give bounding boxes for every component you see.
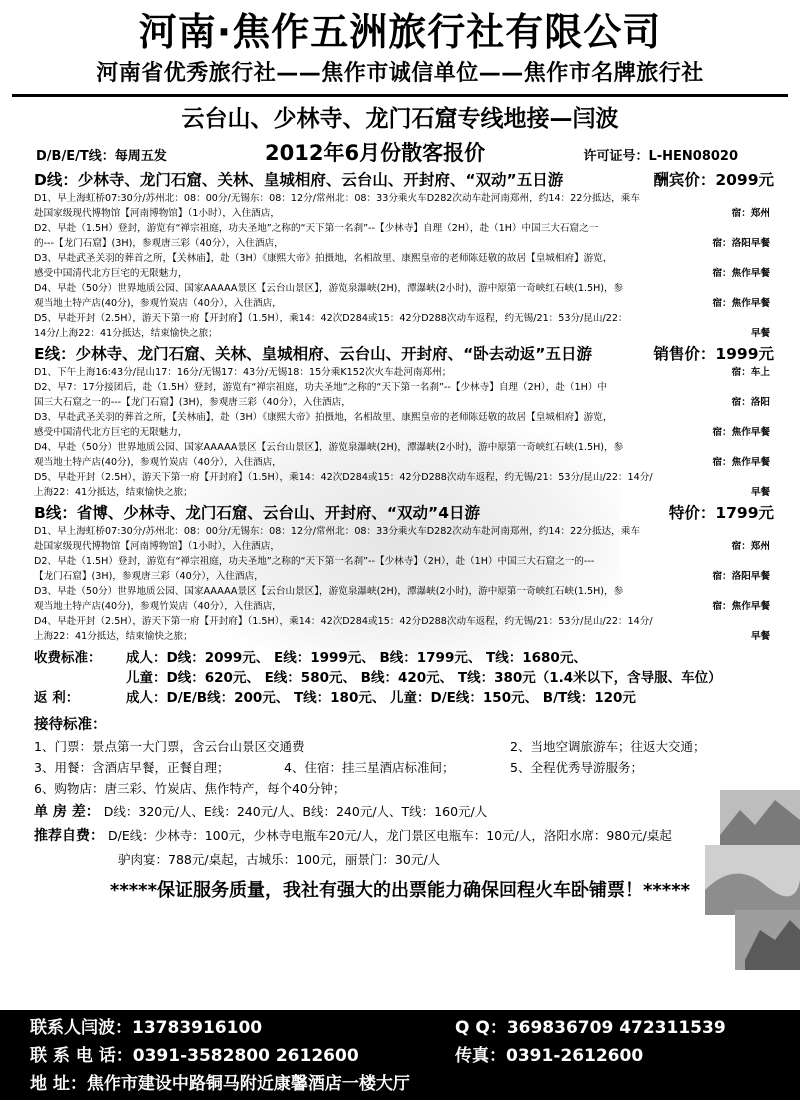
itinerary-line [0, 191, 800, 206]
itinerary-line [0, 470, 800, 485]
itinerary-line [0, 629, 800, 644]
itinerary-text: D3、早赴武圣关羽的葬首之所，【关林庙】，赴（3H）《康熙大帝》拍摄地，名相故里、康熙皇帝的老师陈廷敬的故居【皇城相府】游览， [34, 253, 613, 264]
itinerary-line [0, 266, 800, 281]
license-number: 许可证号：L-HEN08020 [583, 149, 738, 164]
standard-item: 4、住宿：挂三星酒店标准间； [284, 760, 455, 775]
itinerary-text: D4、早赴（50分）世界地质公园、国家AAAAA景区【云台山景区】，游览泉瀑峡(2H)，潭瀑峡(2小时)，游中原第一奇峡红石峡(1.5H)，参 [34, 283, 624, 294]
footer-row-2 [30, 1043, 644, 1069]
itinerary-text: 感受中国清代北方巨宅的无限魅力， [34, 427, 188, 438]
stay-note: 宿：郑州 [731, 541, 770, 552]
stay-note: 早餐 [750, 631, 770, 642]
stay-note: 宿：洛阳早餐 [712, 571, 770, 582]
fee-child: 儿童：D线：620元、 E线：580元、 B线：420元、 T线：380元（1.4米以下，含导服、车位） [126, 670, 722, 686]
itinerary-line [0, 440, 800, 455]
itinerary-line [0, 425, 800, 440]
itinerary-line [0, 554, 800, 569]
itinerary-line [0, 455, 800, 470]
itinerary-text: 观当地土特产店(40分)，参观竹炭店（40分），入住酒店， [34, 298, 282, 309]
route-price: 酬宾价：2099元 [653, 171, 774, 189]
single-room-label: 单 房 差： [34, 804, 100, 820]
header-divider [12, 94, 788, 97]
rebate-text: 成人：D/E/B线：200元、 T线：180元、 儿童：D/E线：150元、 B/T线：120元 [126, 690, 636, 706]
self-pay-line1: D/E线：少林寺：100元，少林寺电瓶车20元/人，龙门景区电瓶车：10元/人，洛阳水席：980元/桌起 [107, 828, 672, 843]
stay-note: 宿：焦作早餐 [712, 427, 770, 438]
itinerary-text: 上海22：41分抵达，结束愉快之旅； [34, 631, 193, 642]
self-pay-row-2 [0, 849, 800, 870]
departure-info: D/B/E/T线：每周五发 [36, 149, 167, 164]
price-header [0, 135, 800, 167]
rebate-row [34, 688, 776, 708]
itinerary-text: 赴国家级现代博物馆【河南博物馆】（1小时），入住酒店， [34, 208, 280, 219]
stay-note: 宿：洛阳早餐 [712, 238, 770, 249]
itinerary-line [0, 326, 800, 341]
itinerary-line [0, 614, 800, 629]
itinerary-line [0, 311, 800, 326]
single-room-text: D线：320元/人、E线：240元/人、B线：240元/人、T线：160元/人 [103, 804, 488, 819]
itinerary-text: 观当地土特产店(40分)，参观竹炭店（40分），入住酒店， [34, 601, 282, 612]
standards-title: 接待标准： [34, 717, 107, 733]
route-e [0, 343, 800, 500]
itinerary-text: 感受中国清代北方巨宅的无限魅力， [34, 268, 188, 279]
self-pay-label: 推荐自费： [34, 828, 104, 844]
footer-row-3 [30, 1071, 410, 1097]
itinerary-line [0, 539, 800, 554]
itinerary-text: D1、早上海虹桥07:30分/苏州北：08：00分/无锡东：08：12分/常州北：08：33分乘火车D282次动车赴河南郑州，约14：22分抵达，乘车 [34, 193, 640, 204]
stay-note: 早餐 [750, 487, 770, 498]
itinerary-text: D1、下午上海16:43分/昆山17：16分/无锡17：43分/无锡18：15分乘K152次火车赴河南郑州； [34, 367, 452, 378]
fax-number: 传真：0391-2612600 [455, 1046, 644, 1066]
itinerary-text: D4、早赴（50分）世界地质公园、国家AAAAA景区【云台山景区】，游览泉瀑峡(2H)，潭瀑峡(2小时)，游中原第一奇峡红石峡(1.5H)，参 [34, 442, 624, 453]
contact-person: 联系人闫波：13783916100 [30, 1018, 263, 1038]
fee-adult: 成人：D线：2099元、 E线：1999元、 B线：1799元、 T线：1680元、 [126, 650, 587, 666]
itinerary-text: 的---【龙门石窟】(3H)，参观唐三彩（40分），入住酒店， [34, 238, 284, 249]
stay-note: 宿：焦作早餐 [712, 298, 770, 309]
qq-numbers: Q Q：369836709 472311539 [455, 1018, 726, 1038]
itinerary-line [0, 236, 800, 251]
itinerary-line [0, 251, 800, 266]
itinerary-text: D2、早7：17分接团后，赴（1.5H）登封，游览有“禅宗祖庭，功夫圣地”之称的“天下第一名刹”--【少林寺】自理（2H），赴（1H）中 [34, 382, 608, 393]
stay-note: 宿：焦作早餐 [712, 457, 770, 468]
itinerary-line [0, 569, 800, 584]
fee-child-row [34, 668, 776, 688]
standard-item: 5、全程优秀导游服务； [510, 760, 643, 775]
self-pay-line2: 驴肉宴：788元/桌起，古城乐：100元，丽景门：30元/人 [118, 852, 441, 867]
single-room-row [0, 801, 800, 823]
stay-note: 宿：焦作早餐 [712, 601, 770, 612]
special-line-heading: 云台山、少林寺、龙门石窟专线地接—闫波 [181, 106, 619, 132]
itinerary-line [0, 221, 800, 236]
route-price: 特价：1799元 [668, 504, 774, 522]
itinerary-line [0, 281, 800, 296]
service-slogan: *****保证服务质量，我社有强大的出票能力确保回程火车卧铺票！***** [109, 880, 691, 901]
standard-item: 6、购物店：唐三彩、竹炭店、焦作特产，每个40分钟； [34, 781, 346, 796]
itinerary-line [0, 380, 800, 395]
fee-section [0, 648, 800, 708]
stay-note: 宿：焦作早餐 [712, 268, 770, 279]
route-title: E线：少林寺、龙门石窟、关林、皇城相府、云台山、开封府、“卧去动返”五日游 [34, 345, 592, 363]
itinerary-text: 国三大石窟之一的---【龙门石窟】(3H)，参观唐三彩（40分），入住酒店， [34, 397, 351, 408]
itinerary-line [0, 365, 800, 380]
route-b [0, 502, 800, 644]
itinerary-text: D2、早赴（1.5H）登封，游览有“禅宗祖庭，功夫圣地”之称的“天下第一名刹”--【少林寺】自理（2H），赴（1H）中国三大石窟之一 [34, 223, 599, 234]
itinerary-text: D3、早赴武圣关羽的葬首之所，【关林庙】，赴（3H）《康熙大帝》拍摄地，名相故里、康熙皇帝的老师陈廷敬的故居【皇城相府】游览， [34, 412, 613, 423]
route-header [0, 169, 800, 191]
itinerary-line [0, 524, 800, 539]
itinerary-text: 上海22：41分抵达，结束愉快之旅； [34, 487, 193, 498]
route-title: D线：少林寺、龙门石窟、关林、皇城相府、云台山、开封府、“双动”五日游 [34, 171, 564, 189]
route-d [0, 169, 800, 341]
itinerary-text: 赴国家级现代博物馆【河南博物馆】（1小时），入住酒店， [34, 541, 280, 552]
itinerary-text: 【龙门石窟】(3H)，参观唐三彩（40分），入住酒店， [34, 571, 264, 582]
fee-adult-row [34, 648, 776, 668]
itinerary-text: D4、早赴开封（2.5H），游天下第一府【开封府】（1.5H），乘14：42次D284或15：42分D288次动车返程，约无锡/21：53分/昆山/22：14分/ [34, 616, 653, 627]
itinerary-text: D3、早赴（50分）世界地质公园、国家AAAAA景区【云台山景区】，游览泉瀑峡(2H)，潭瀑峡(2小时)，游中原第一奇峡红石峡(1.5H)，参 [34, 586, 624, 597]
standards-list [0, 736, 800, 799]
stay-note: 宿：郑州 [731, 208, 770, 219]
itinerary-line [0, 206, 800, 221]
standard-item: 2、当地空调旅游车；往返大交通； [510, 739, 706, 754]
rebate-label: 返 利： [34, 690, 80, 706]
fee-label: 收费标准： [34, 650, 102, 666]
itinerary-text: D1、早上海虹桥07:30分/苏州北：08：00分/无锡东：08：12分/常州北：08：33分乘火车D282次动车赴河南郑州，约14：22分抵达，乘车 [34, 526, 640, 537]
itinerary-text: D2、早赴（1.5H）登封，游览有“禅宗祖庭，功夫圣地”之称的“天下第一名刹”--【少林寺】（2H），赴（1H）中国三大石窟之一的--- [34, 556, 595, 567]
company-title: 河南·焦作五洲旅行社有限公司 [138, 10, 662, 54]
self-pay-row [0, 825, 800, 847]
route-header [0, 343, 800, 365]
contact-phone: 联 系 电 话：0391-3582800 2612600 [30, 1046, 359, 1066]
itinerary-text: D5、早赴开封（2.5H），游天下第一府【开封府】（1.5H），乘14：42次D284或15：42分D288次动车返程，约无锡/21：53分/昆山/22： [34, 313, 628, 324]
price-title: 2012年6月份散客报价 [265, 141, 486, 165]
standard-item: 3、用餐：含酒店早餐，正餐自理； [34, 760, 230, 775]
stay-note: 早餐 [750, 328, 770, 339]
itinerary-text: 观当地土特产店(40分)，参观竹炭店（40分），入住酒店， [34, 457, 282, 468]
standard-item: 1、门票：景点第一大门票，含云台山景区交通费 [34, 739, 305, 754]
itinerary-line [0, 395, 800, 410]
itinerary-line [0, 485, 800, 500]
route-price: 销售价：1999元 [653, 345, 774, 363]
itinerary-line [0, 584, 800, 599]
company-honors: 河南省优秀旅行社——焦作市诚信单位——焦作市名牌旅行社 [96, 61, 704, 86]
itinerary-line [0, 410, 800, 425]
itinerary-line [0, 599, 800, 614]
footer-row-1 [30, 1015, 726, 1041]
route-header [0, 502, 800, 524]
address: 地 址：焦作市建设中路铜马附近康馨酒店一楼大厅 [30, 1074, 410, 1094]
stay-note: 宿：车上 [731, 367, 770, 378]
itinerary-text: D5、早赴开封（2.5H），游天下第一府【开封府】（1.5H），乘14：42次D284或15：42分D288次动车返程，约无锡/21：53分/昆山/22：14分/ [34, 472, 653, 483]
stay-note: 宿：洛阳 [731, 397, 770, 408]
itinerary-text: 14分/上海22：41分抵达，结束愉快之旅； [34, 328, 218, 339]
itinerary-line [0, 296, 800, 311]
route-title: B线：省博、少林寺、龙门石窟、云台山、开封府、“双动”4日游 [34, 504, 480, 522]
contact-footer [0, 1010, 800, 1100]
